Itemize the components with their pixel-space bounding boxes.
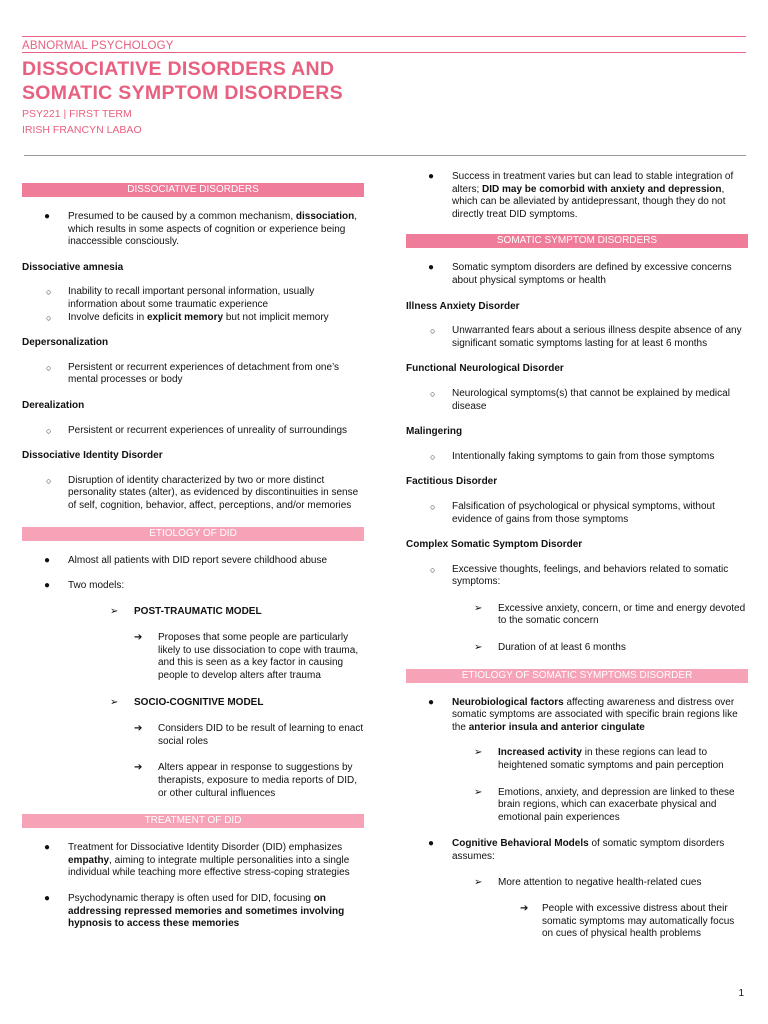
model-heading: ➢ SOCIO-COGNITIVE MODEL: [110, 696, 264, 708]
section-band-somatic: SOMATIC SYMPTOM DISORDERS: [406, 234, 748, 248]
circle-bullet-icon: ○: [430, 501, 436, 512]
bullet-icon: ●: [44, 580, 51, 592]
list-item: ➢ More attention to negative health-related cues: [474, 876, 702, 888]
page-title: [22, 57, 746, 105]
arrow-icon: ➔: [134, 723, 143, 735]
arrowhead-icon: ➢: [474, 876, 483, 888]
list-item: ➔ Alters appear in response to suggestions by therapists, exposure to media reports of DID, or other cultural influences: [134, 762, 357, 799]
heading-did: Dissociative Identity Disorder: [22, 450, 163, 462]
section-band-etiology-somatic: ETIOLOGY OF SOMATIC SYMPTOMS DISORDER: [406, 669, 748, 683]
bullet-icon: ●: [428, 262, 435, 274]
section-band-etiology-did: ETIOLOGY OF DID: [22, 527, 364, 541]
circle-bullet-icon: ○: [46, 362, 52, 373]
model-heading: ➢ POST-TRAUMATIC MODEL: [110, 605, 262, 617]
page-number: 1: [738, 988, 744, 999]
title-line-2: SOMATIC SYMPTOM DISORDERS: [22, 82, 343, 104]
bullet-icon: ●: [428, 171, 435, 182]
bullet-icon: ●: [44, 842, 51, 854]
list-item: ➢ Increased activity in these regions can lead to heightened somatic symptoms and pain perception: [474, 747, 724, 772]
list-item: ● Cognitive Behavioral Models of somatic symptom disorders assumes:: [428, 838, 725, 862]
arrowhead-icon: ➢: [474, 602, 483, 614]
heading-depersonalization: Depersonalization: [22, 337, 109, 349]
list-item: ➢ Emotions, anxiety, and depression are linked to these brain regions, which can exacerbate physical and emotional pain experiences: [474, 786, 735, 823]
top-rule: [22, 36, 746, 37]
circle-bullet-icon: ○: [430, 564, 436, 575]
circle-bullet-icon: ○: [46, 287, 52, 298]
heading-malingering: Malingering: [406, 426, 463, 438]
list-item: ● Psychodynamic therapy is often used for DID, focusing on addressing repressed memories and sometimes involving hypnosis to access these memories: [44, 893, 345, 930]
list-item: ○ Persistent or recurrent experiences of detachment from one’s mental processes or body: [46, 361, 340, 386]
list-item: ○ Persistent or recurrent experiences of unreality of surroundings: [46, 424, 348, 436]
course-name: ABNORMAL PSYCHOLOGY: [22, 40, 174, 52]
list-item: ○ Involve deficits in explicit memory but not implicit memory: [46, 311, 329, 323]
arrow-icon: ➔: [520, 903, 529, 915]
heading-factitious: Factitious Disorder: [406, 476, 498, 488]
course-rule: [22, 52, 746, 53]
course-code: PSY221 | FIRST TERM: [22, 108, 132, 120]
list-item: ● Success in treatment varies but can lead to stable integration of alters; DID may be comorbid with anxiety and depression, which can be alleviated by antidepressant, though they do not directly treat DID symptoms.: [428, 171, 734, 220]
list-item: ➢ Excessive anxiety, concern, or time and energy devoted to the somatic concern: [474, 602, 746, 627]
section-band-treatment-did: TREATMENT OF DID: [22, 814, 364, 828]
list-item: ● Neurobiological factors affecting awareness and distress over somatic symptoms are associated with specific brain regions like the anterior insula and anterior cingulate: [428, 696, 738, 733]
arrow-icon: ➔: [134, 632, 143, 644]
author-name: IRISH FRANCYN LABAO: [22, 124, 142, 136]
list-item: ➔ Considers DID to be result of learning to enact social roles: [134, 723, 364, 747]
list-item: ➔ Proposes that some people are particularly likely to use dissociation to cope with trauma, and this is seen as a key factor in causing people to develop alters after trauma: [134, 632, 359, 682]
section-band-dissociative: DISSOCIATIVE DISORDERS: [22, 183, 364, 197]
list-item: ➢ Duration of at least 6 months: [474, 642, 626, 654]
bullet-icon: ●: [44, 211, 51, 222]
list-item: ● Almost all patients with DID report severe childhood abuse: [44, 554, 328, 566]
list-item: ➔ People with excessive distress about their somatic symptoms may automatically focus on cues of physical health problems: [520, 903, 735, 940]
bullet-icon: ●: [428, 838, 435, 850]
circle-bullet-icon: ○: [46, 475, 52, 486]
list-item: ● Presumed to be caused by a common mechanism, dissociation, which results in some aspects of cognition or experience being inaccessible consciously.: [44, 211, 358, 248]
document-header: [22, 36, 746, 137]
left-column: [22, 183, 364, 944]
circle-bullet-icon: ○: [46, 312, 52, 323]
list-item: ○ Falsification of psychological or physical symptoms, without evidence of gains from those symptoms: [430, 500, 715, 525]
right-column: [406, 171, 748, 955]
bullet-icon: ●: [428, 696, 435, 708]
heading-complex-somatic: Complex Somatic Symptom Disorder: [406, 539, 583, 551]
circle-bullet-icon: ○: [46, 425, 52, 436]
heading-derealization: Derealization: [22, 399, 85, 411]
arrowhead-icon: ➢: [474, 786, 483, 798]
circle-bullet-icon: ○: [430, 326, 436, 337]
circle-bullet-icon: ○: [430, 451, 436, 462]
list-item: ○ Unwarranted fears about a serious illness despite absence of any significant somatic symptoms lasting for at least 6 months: [430, 325, 742, 349]
arrowhead-icon: ➢: [110, 696, 119, 708]
bullet-icon: ●: [44, 554, 51, 566]
arrowhead-icon: ➢: [110, 605, 119, 617]
arrowhead-icon: ➢: [474, 747, 483, 759]
list-item: ○ Intentionally faking symptoms to gain from those symptoms: [430, 450, 715, 462]
circle-bullet-icon: ○: [430, 388, 436, 399]
title-line-1: DISSOCIATIVE DISORDERS AND: [22, 58, 335, 80]
header-separator: [24, 155, 746, 156]
list-item: ○ Neurological symptoms(s) that cannot be explained by medical disease: [430, 387, 730, 412]
list-item: ● Somatic symptom disorders are defined by excessive concerns about physical symptoms or health: [428, 262, 732, 286]
heading-dissociative-amnesia: Dissociative amnesia: [22, 261, 124, 273]
heading-functional-neurological: Functional Neurological Disorder: [406, 363, 564, 375]
list-item: ● Treatment for Dissociative Identity Disorder (DID) emphasizes empathy, aiming to integrate multiple personalities into a single individual while teaching more effective stress-coping strategies: [44, 842, 350, 879]
list-item: ○ Inability to recall important personal information, usually information about some traumatic experience: [46, 286, 315, 310]
list-item: ○ Disruption of identity characterized by two or more distinct personality states (alter), as evidenced by discontinuities in sense of self, cognition, behavior, affect, perceptions, and/or memories: [46, 474, 359, 511]
bullet-icon: ●: [44, 893, 51, 904]
list-item: ○ Excessive thoughts, feelings, and behaviors related to somatic symptoms:: [430, 563, 729, 588]
heading-illness-anxiety: Illness Anxiety Disorder: [406, 300, 520, 312]
list-item: ● Two models:: [44, 580, 125, 592]
arrow-icon: ➔: [134, 762, 143, 774]
arrowhead-icon: ➢: [474, 642, 483, 654]
